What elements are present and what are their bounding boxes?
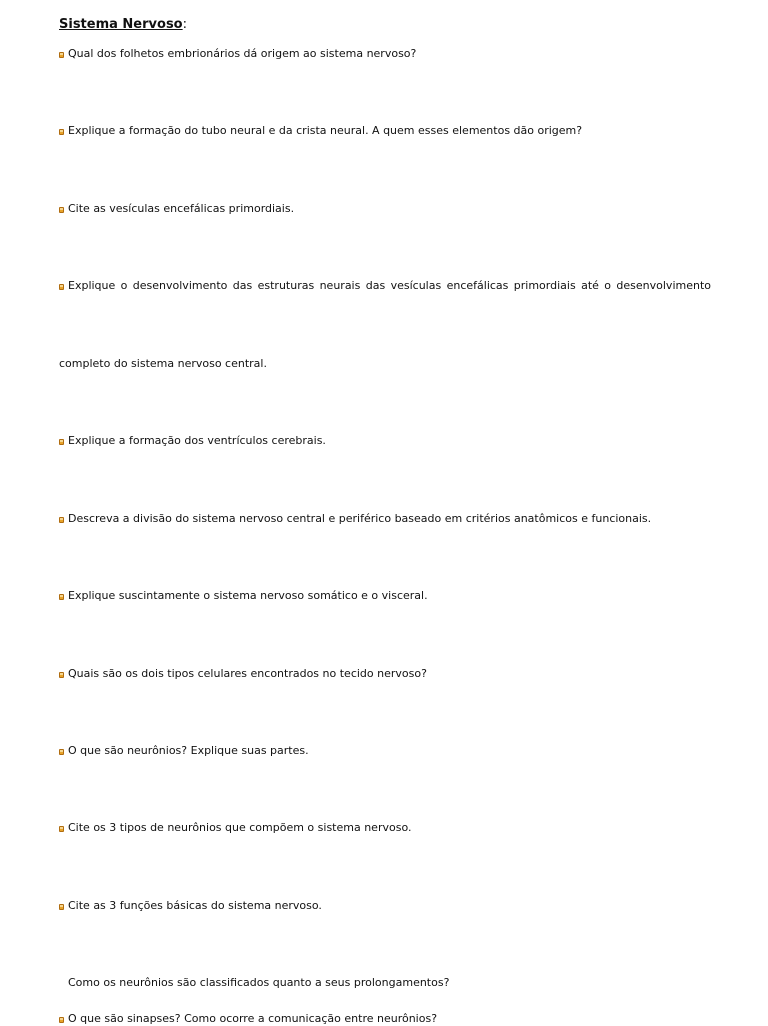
question-item — [59, 667, 427, 681]
bullet-icon — [59, 1017, 64, 1023]
question-item — [59, 821, 411, 835]
question-item — [59, 899, 322, 913]
bullet-icon — [59, 439, 64, 445]
question-item — [59, 202, 294, 216]
question-item — [59, 434, 326, 448]
question-text: Explique a formação dos ventrículos cerebrais. — [68, 434, 326, 447]
question-continuation — [59, 357, 267, 371]
bullet-icon — [59, 52, 64, 58]
question-text: Descreva a divisão do sistema nervoso central e periférico baseado em critérios anatômicos e funcionais. — [68, 512, 652, 525]
question-text: Cite as 3 funções básicas do sistema nervoso. — [68, 899, 322, 912]
page-title — [59, 15, 187, 35]
question-text: Explique a formação do tubo neural e da crista neural. A quem esses elementos dão origem? — [68, 124, 583, 137]
bullet-icon — [59, 749, 64, 755]
question-text: Como os neurônios são classificados quanto a seus prolongamentos? — [68, 976, 450, 989]
question-item — [59, 589, 428, 603]
question-item — [59, 279, 711, 293]
bullet-icon — [59, 284, 64, 290]
question-text: O que são neurônios? Explique suas partes. — [68, 744, 309, 757]
question-text: Explique o desenvolvimento das estruturas neurais das vesículas encefálicas primordiais até o desenvolvimento — [68, 279, 711, 292]
question-text: Explique suscintamente o sistema nervoso somático e o visceral. — [68, 589, 428, 602]
question-text: Cite as vesículas encefálicas primordiais. — [68, 202, 295, 215]
question-item — [59, 512, 651, 526]
bullet-icon — [59, 826, 64, 832]
question-text: Qual dos folhetos embrionários dá origem ao sistema nervoso? — [68, 47, 417, 60]
question-item — [59, 744, 309, 758]
bullet-icon — [59, 517, 64, 523]
title-text: Sistema Nervoso — [59, 17, 183, 32]
question-text: O que são sinapses? Como ocorre a comunicação entre neurônios? — [68, 1012, 438, 1025]
question-item — [59, 47, 416, 61]
question-text: Quais são os dois tipos celulares encontrados no tecido nervoso? — [68, 667, 427, 680]
question-item — [59, 124, 582, 138]
bullet-icon — [59, 904, 64, 910]
bullet-icon — [59, 129, 64, 135]
question-text: completo do sistema nervoso central. — [59, 357, 267, 370]
title-colon: : — [182, 17, 188, 32]
bullet-icon — [59, 594, 64, 600]
question-text: Cite os 3 tipos de neurônios que compõem o sistema nervoso. — [68, 821, 412, 834]
bullet-icon — [59, 207, 64, 213]
question-item — [68, 976, 449, 990]
bullet-icon — [59, 672, 64, 678]
